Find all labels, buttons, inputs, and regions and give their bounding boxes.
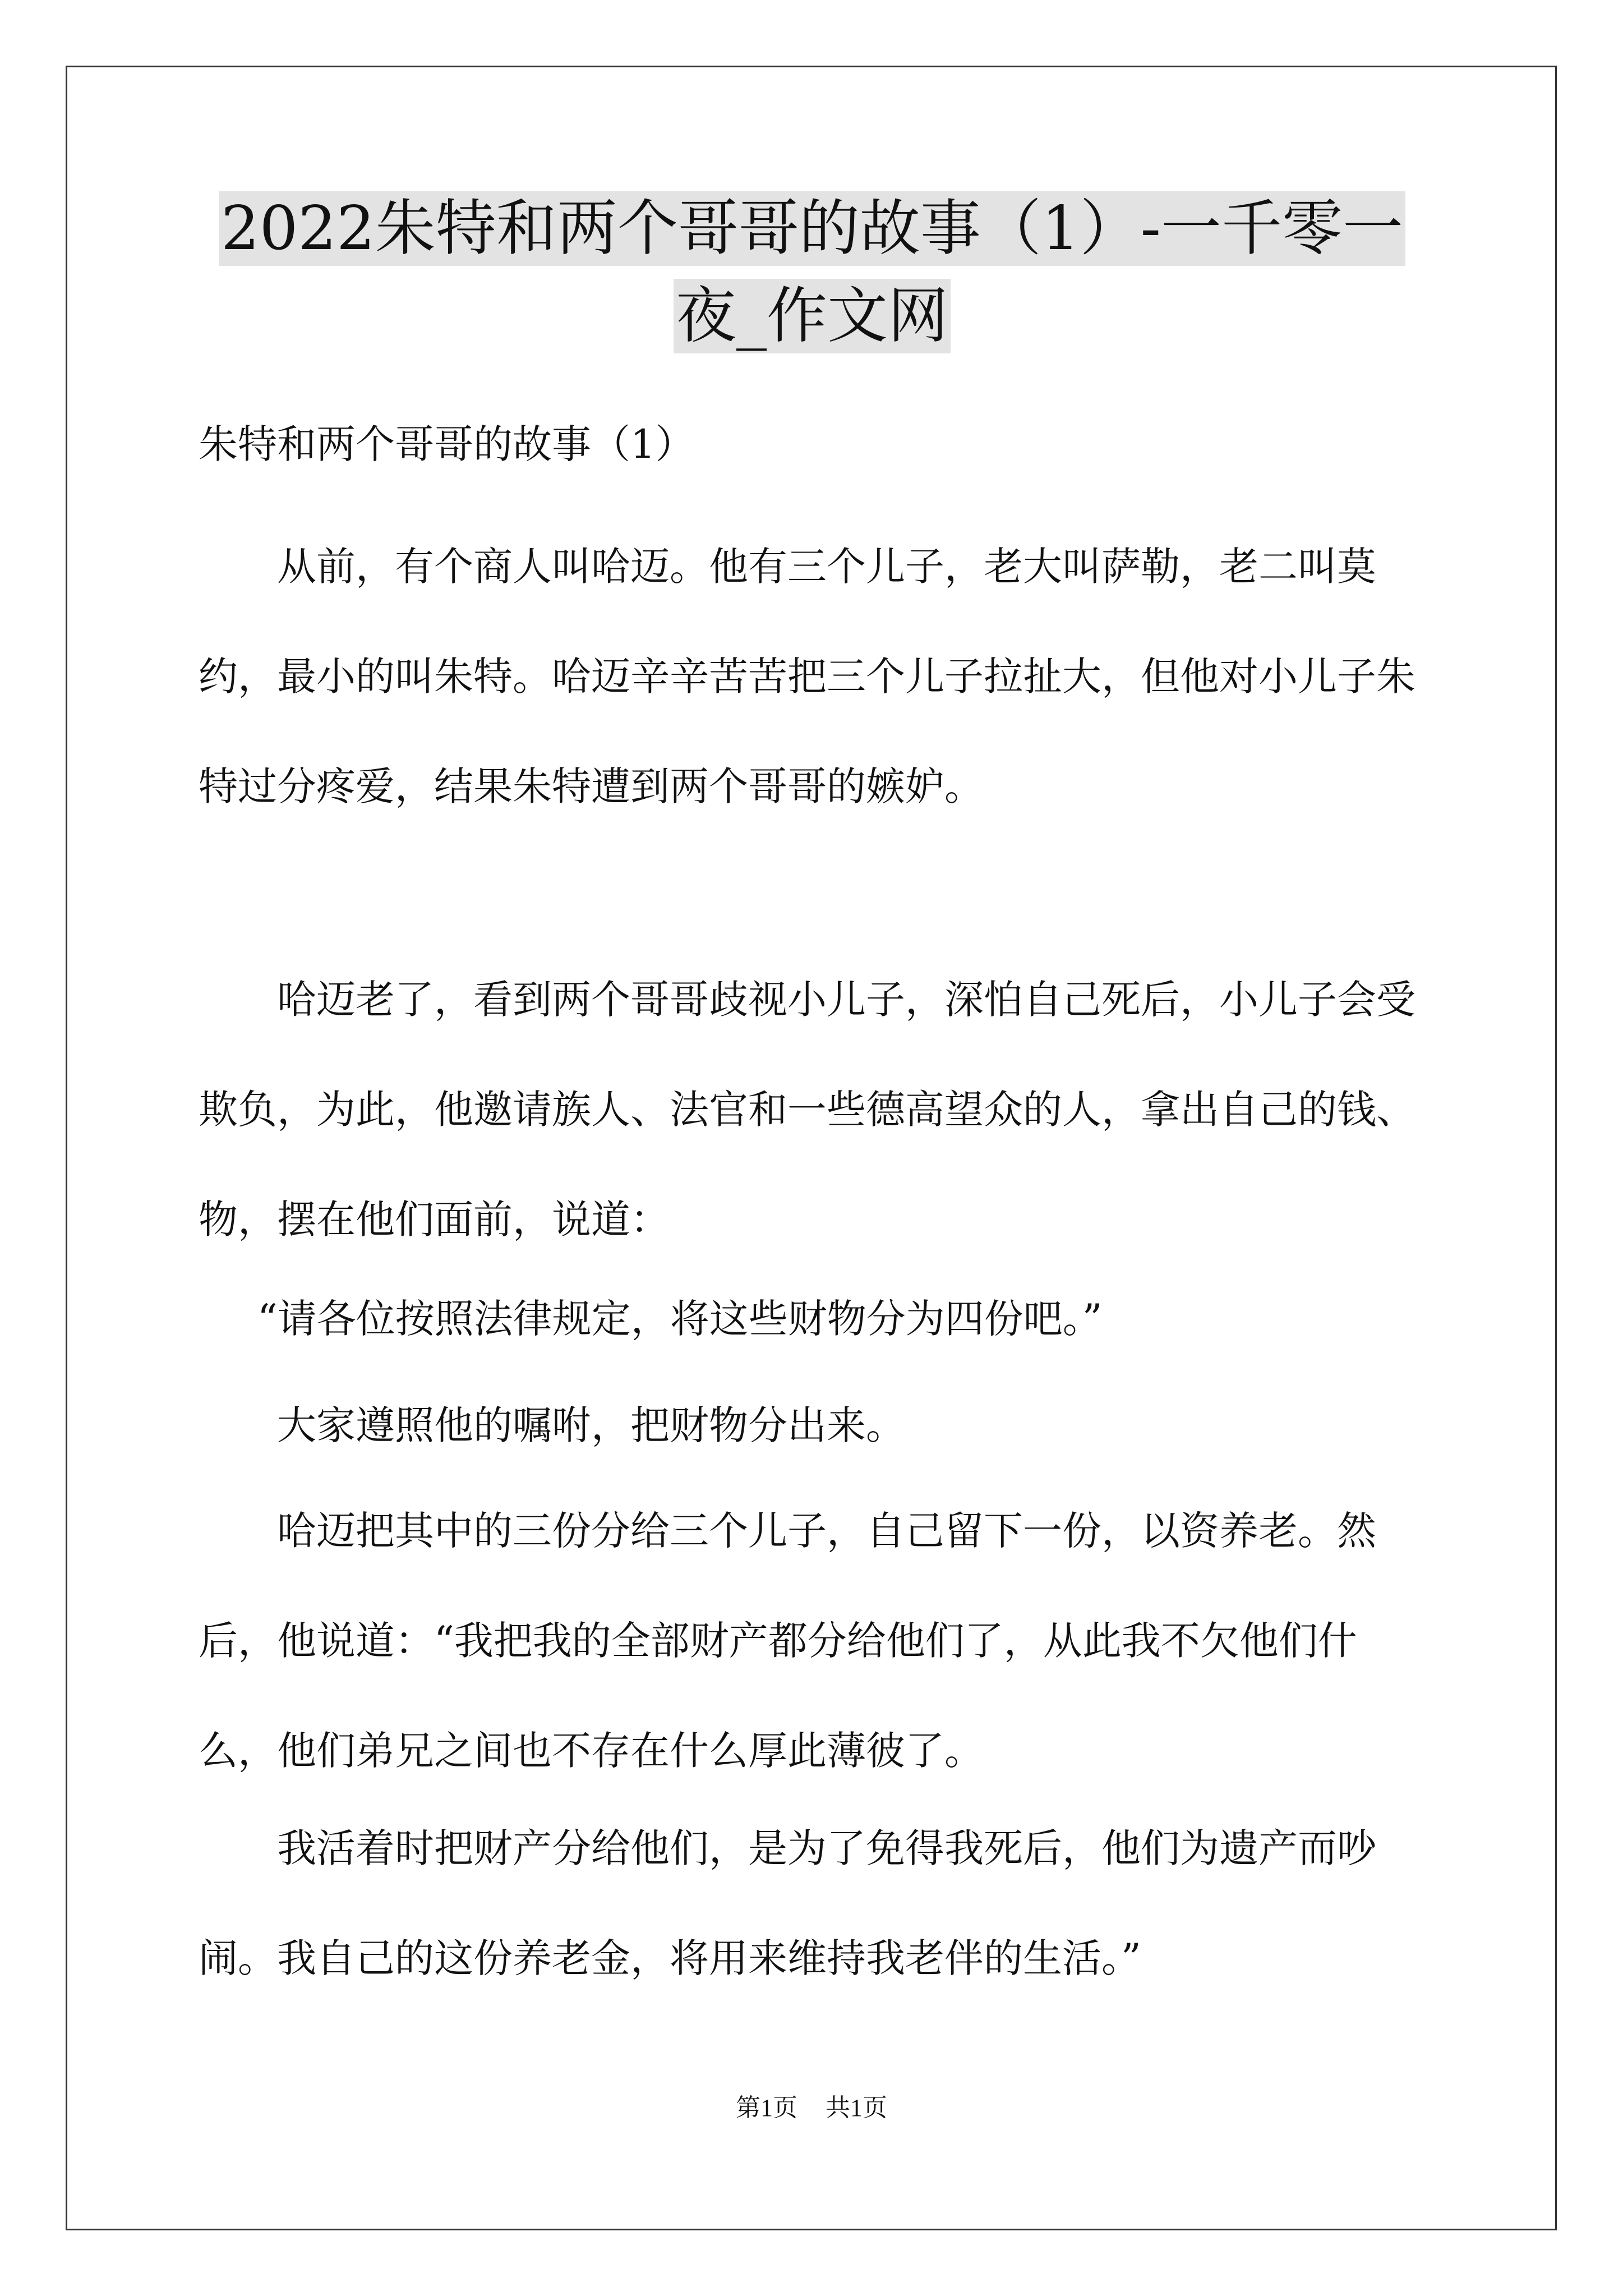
paragraph-4: 大家遵照他的嘱咐，把财物分出来。 xyxy=(277,1402,905,1448)
paragraph-2: 哈迈老了，看到两个哥哥歧视小儿子，深怕自己死后，小儿子会受欺负，为此，他邀请族人、法官和一些德高望众的人，拿出自己的钱、物，摆在他们面前，说道： xyxy=(199,977,1415,1243)
paragraph-3: “请各位按照法律规定，将这些财物分为四份吧。” xyxy=(257,1296,1103,1342)
paragraph-6: 我活着时把财产分给他们，是为了免得我死后，他们为遗产而吵闹。我自己的这份养老金，将用来维持我老伴的生活。” xyxy=(199,1825,1376,1981)
paragraph-1: 从前，有个商人叫哈迈。他有三个儿子，老大叫萨勒，老二叫莫约，最小的叫朱特。哈迈辛辛苦苦把三个儿子拉扯大，但他对小儿子朱特过分疼爱，结果朱特遭到两个哥哥的嫉妒。 xyxy=(199,544,1415,809)
page-footer xyxy=(0,2091,1623,2125)
document-title: 2022朱特和两个哥哥的故事（1）-一千零一夜_作文网 xyxy=(195,185,1429,360)
document-subtitle: 朱特和两个哥哥的故事（1） xyxy=(199,421,695,467)
page-number: 第1页 xyxy=(736,2094,797,2122)
paragraph-5: 哈迈把其中的三份分给三个儿子，自己留下一份，以资养老。然后，他说道：“我把我的全部财产都分给他们了，从此我不欠他们什么，他们弟兄之间也不存在什么厚此薄彼了。 xyxy=(199,1508,1376,1774)
page-total: 共1页 xyxy=(826,2094,887,2122)
